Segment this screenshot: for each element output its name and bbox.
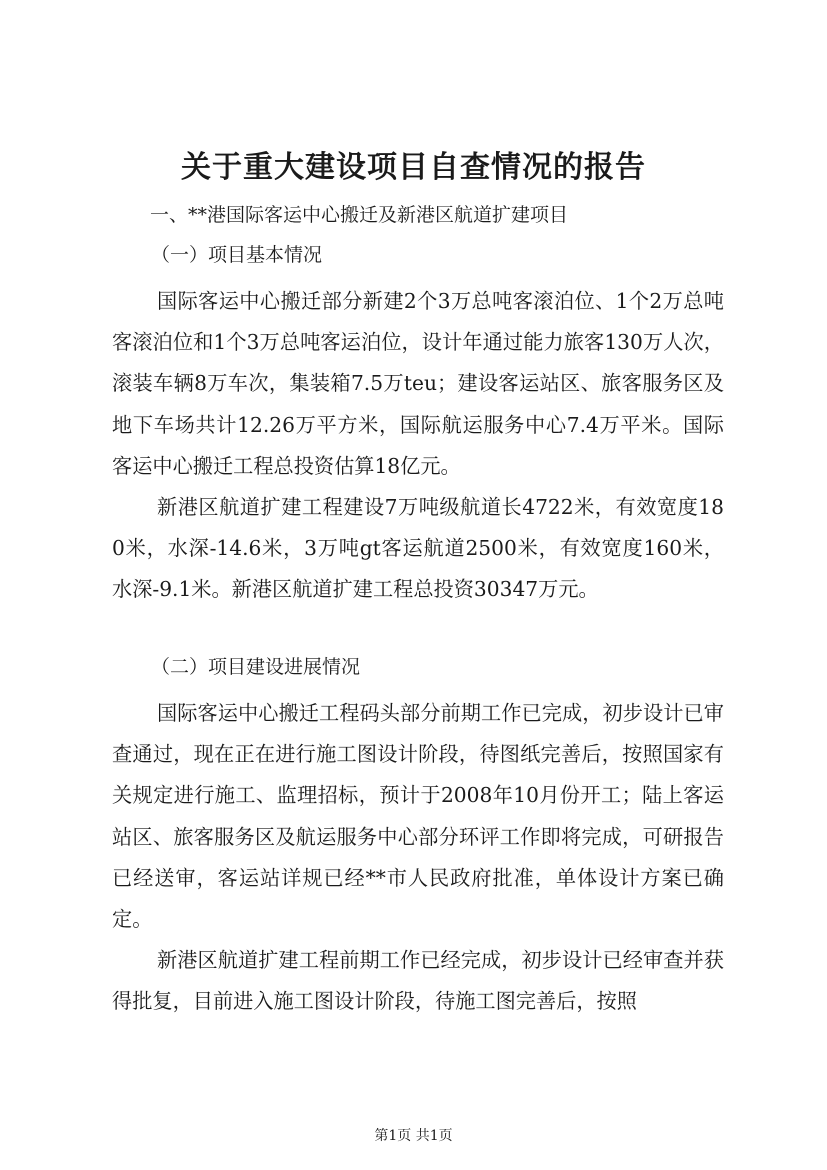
subsection-heading-basic-info: （一）项目基本情况 — [151, 244, 323, 266]
page-number-footer: 第1页 共1页 — [374, 1128, 453, 1144]
document-title: 关于重大建设项目自查情况的报告 — [181, 150, 646, 185]
paragraph-passenger-center-progress: 国际客运中心搬迁工程码头部分前期工作已完成，初步设计已审查通过，现在正在进行施工图设计阶段，待图纸完善后，按照国家有关规定进行施工、监理招标，预计于2008年10月份开工；陆上客运站区、旅客服务区及航运服务中心部分环评工作即将完成，可研报告已经送审，客运站详规已经**市人民政府批准，单体设计方案已确定。 — [112, 701, 724, 932]
paragraph-channel-expansion-scope: 新港区航道扩建工程建设7万吨级航道长4722米，有效宽度180米，水深-14.6米，3万吨gt客运航道2500米，有效宽度160米，水深-9.1米。新港区航道扩建工程总投资30347万元。 — [112, 495, 724, 602]
subsection-heading-progress: （二）项目建设进展情况 — [151, 656, 361, 678]
paragraph-channel-progress: 新港区航道扩建工程前期工作已经完成，初步设计已经审查并获得批复，目前进入施工图设计阶段，待施工图完善后，按照 — [112, 948, 724, 1014]
paragraph-passenger-center-scope: 国际客运中心搬迁部分新建2个3万总吨客滚泊位、1个2万总吨客滚泊位和1个3万总吨客运泊位，设计年通过能力旅客130万人次，滚装车辆8万车次，集装箱7.5万teu；建设客运站区、旅客服务区及地下车场共计12.26万平方米，国际航运服务中心7.4万平米。国际客运中心搬迁工程总投资估算18亿元。 — [112, 289, 724, 478]
section-heading-1: 一、**港国际客运中心搬迁及新港区航道扩建项目 — [150, 204, 569, 226]
